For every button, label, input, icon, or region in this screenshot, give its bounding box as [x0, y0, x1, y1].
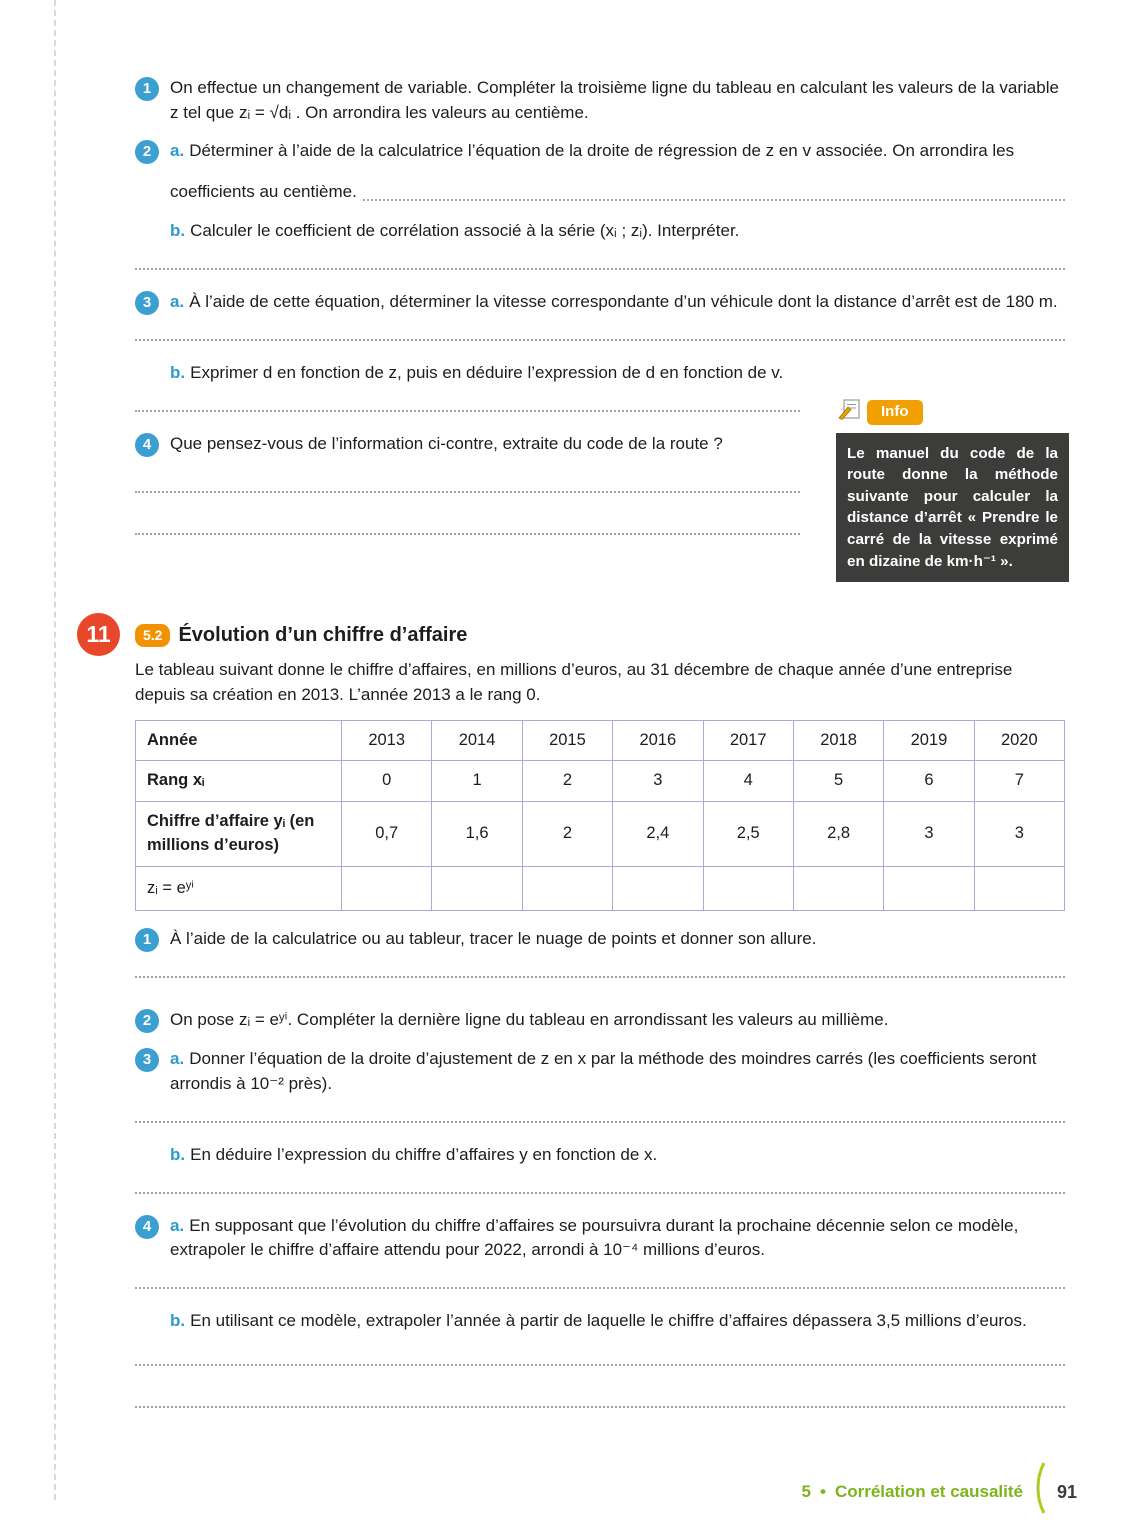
question-text: On pose zᵢ = eʸⁱ. Compléter la dernière ligne du tableau en arrondissant les valeurs au millième. [170, 1010, 889, 1030]
sub-question-label: a. [170, 1049, 185, 1069]
table-cell: 2013 [342, 720, 432, 761]
exercise-number-badge: 11 [77, 613, 120, 656]
page-content [86, 76, 1065, 1408]
question-4a [135, 1214, 1065, 1263]
answer-line [135, 1406, 1065, 1408]
table-cell: 3 [613, 761, 703, 802]
table-cell: 2016 [613, 720, 703, 761]
question-1 [135, 927, 1065, 952]
table-cell: 0,7 [342, 802, 432, 867]
table-cell-empty [884, 867, 974, 911]
sub-question-label: a. [170, 1215, 185, 1235]
table-cell: 7 [974, 761, 1064, 802]
question-text: b. Calculer le coefficient de corrélation associé à la série (xᵢ ; zᵢ). Interpréter. [170, 221, 740, 241]
question-text: On effectue un changement de variable. Compléter la troisième ligne du tableau en calculant les valeurs de la variable z tel que zᵢ = √dᵢ . On arrondira les valeurs au centième. [170, 78, 1059, 122]
table-row-label: Rang xᵢ [136, 761, 342, 802]
table-cell: 0 [342, 761, 432, 802]
table-cell: 6 [884, 761, 974, 802]
sub-question-label: b. [170, 1144, 186, 1164]
answer-line [135, 976, 1065, 978]
question-text [170, 139, 1065, 164]
table-row-revenue [136, 802, 1065, 867]
answer-line [135, 1287, 1065, 1289]
question-number-badge: 2 [135, 140, 159, 164]
chapter-separator: • [820, 1481, 826, 1501]
spacer [135, 220, 159, 244]
table-cell-empty [342, 867, 432, 911]
sub-question-label: a. [170, 292, 185, 312]
question-1 [135, 76, 1065, 125]
question-3b [135, 1143, 1065, 1168]
question-text: a. En supposant que l’évolution du chiffre d’affaires se poursuivra durant la prochaine décennie selon ce modèle, extrapoler le chiffre d’affaire attendu pour 2022, arrondi à 10⁻⁴ millions d’euros. [170, 1215, 1019, 1260]
question-number-badge: 1 [135, 77, 159, 101]
question-number-badge: 3 [135, 291, 159, 315]
sub-question-label: a. [170, 141, 185, 161]
table-row-header [136, 720, 1065, 761]
question-3a [135, 290, 1065, 315]
table-cell: 1,6 [432, 802, 522, 867]
sub-question-label: b. [170, 221, 186, 241]
table-cell-empty [432, 867, 522, 911]
footer-curve-decoration [1032, 1462, 1048, 1522]
chapter-title: Corrélation et causalité [834, 1481, 1023, 1501]
exercise-header [135, 621, 1065, 650]
question-number-badge: 4 [135, 1215, 159, 1239]
answer-line [135, 268, 1065, 270]
question-4b [135, 1309, 1065, 1334]
page-number: 91 [1056, 1481, 1077, 1502]
info-tag: Info [867, 400, 923, 425]
table-cell: 2014 [432, 720, 522, 761]
question-number-badge: 4 [135, 433, 159, 457]
table-row-rank [136, 761, 1065, 802]
table-cell: 2,4 [613, 802, 703, 867]
question-2a [135, 139, 1065, 164]
table-row-label: Année [136, 720, 342, 761]
spacer [135, 1144, 159, 1168]
question-text-part1: Déterminer à l’aide de la calculatrice l’équation de la droite de régression de z en v associée. On arrondira les [189, 141, 1015, 161]
table-row-label: zᵢ = eʸⁱ [136, 867, 342, 911]
question-text: b. Exprimer d en fonction de z, puis en déduire l’expression de d en fonction de v. [170, 363, 784, 383]
answer-line [363, 180, 1065, 201]
answer-line [135, 1192, 1065, 1194]
question-2a-line2 [135, 180, 1065, 205]
table-cell: 2015 [522, 720, 612, 761]
sub-question-label: b. [170, 1310, 186, 1330]
question-text: a. Donner l’équation de la droite d’ajustement de z en x par la méthode des moindres carrés (les coefficients seront arrondis à 10⁻² près). [170, 1049, 1037, 1093]
table-cell: 2019 [884, 720, 974, 761]
exercise-title: Évolution d’un chiffre d’affaire [178, 624, 468, 647]
exercise-11 [86, 621, 1065, 1408]
table-cell-empty [703, 867, 793, 911]
question-3b [135, 361, 1065, 386]
table-cell: 2,8 [793, 802, 883, 867]
table-cell: 2017 [703, 720, 793, 761]
table-cell: 2 [522, 761, 612, 802]
answer-line [135, 1364, 1065, 1366]
answer-line [135, 1121, 1065, 1123]
page-footer [802, 1462, 1077, 1522]
table-cell-empty [974, 867, 1064, 911]
question-number-badge: 2 [135, 1009, 159, 1033]
table-row-z [136, 867, 1065, 911]
table-cell: 1 [432, 761, 522, 802]
question-2 [135, 1008, 1065, 1033]
answer-line [135, 533, 800, 535]
chapter-number: 5 [801, 1481, 811, 1501]
exercise-intro: Le tableau suivant donne le chiffre d’affaires, en millions d’euros, au 31 décembre de chaque année d’une entreprise depuis sa création en 2013. L’année 2013 a le rang 0. [135, 660, 1013, 704]
question-3a [135, 1047, 1065, 1096]
table-cell: 4 [703, 761, 793, 802]
table-cell: 2,5 [703, 802, 793, 867]
question-text: Que pensez-vous de l’information ci-contre, extraite du code de la route ? [170, 434, 723, 454]
table-cell-empty [613, 867, 703, 911]
pencil-note-icon [838, 398, 862, 428]
cut-line [54, 0, 56, 1500]
table-cell: 3 [884, 802, 974, 867]
data-table [135, 720, 1065, 912]
question-text: b. En utilisant ce modèle, extrapoler l’année à partir de laquelle le chiffre d’affaires dépassera 3,5 millions d’euros. [170, 1310, 1027, 1330]
table-cell: 5 [793, 761, 883, 802]
table-row-label: Chiffre d’affaire yᵢ (en millions d’euros) [136, 802, 342, 867]
table-cell-empty [793, 867, 883, 911]
sub-question-label: b. [170, 363, 186, 383]
table-cell: 3 [974, 802, 1064, 867]
question-text: a. À l’aide de cette équation, déterminer la vitesse correspondante d’un véhicule dont la distance d’arrêt est de 180 m. [170, 292, 1058, 312]
question-text-part2: coefficients au centième. [170, 182, 357, 202]
info-box [836, 398, 1069, 582]
table-cell-empty [522, 867, 612, 911]
answer-line [135, 491, 800, 493]
spacer [135, 1310, 159, 1334]
table-cell: 2018 [793, 720, 883, 761]
question-text: À l’aide de la calculatrice ou au tableur, tracer le nuage de points et donner son allure. [170, 929, 817, 949]
answer-line [135, 410, 800, 412]
question-text: b. En déduire l’expression du chiffre d’affaires y en fonction de x. [170, 1144, 658, 1164]
question-number-badge: 3 [135, 1048, 159, 1072]
spacer [135, 181, 159, 205]
question-number-badge: 1 [135, 928, 159, 952]
table-cell: 2 [522, 802, 612, 867]
table-cell: 2020 [974, 720, 1064, 761]
spacer [135, 362, 159, 386]
question-2b [135, 219, 1065, 244]
answer-line [135, 339, 1065, 341]
info-panel-text: Le manuel du code de la route donne la méthode suivante pour calculer la distance d’arrêt « Prendre le carré de la vitesse exprimé en dizaine de km·h⁻¹ ». [836, 433, 1069, 582]
section-badge: 5.2 [135, 624, 170, 647]
